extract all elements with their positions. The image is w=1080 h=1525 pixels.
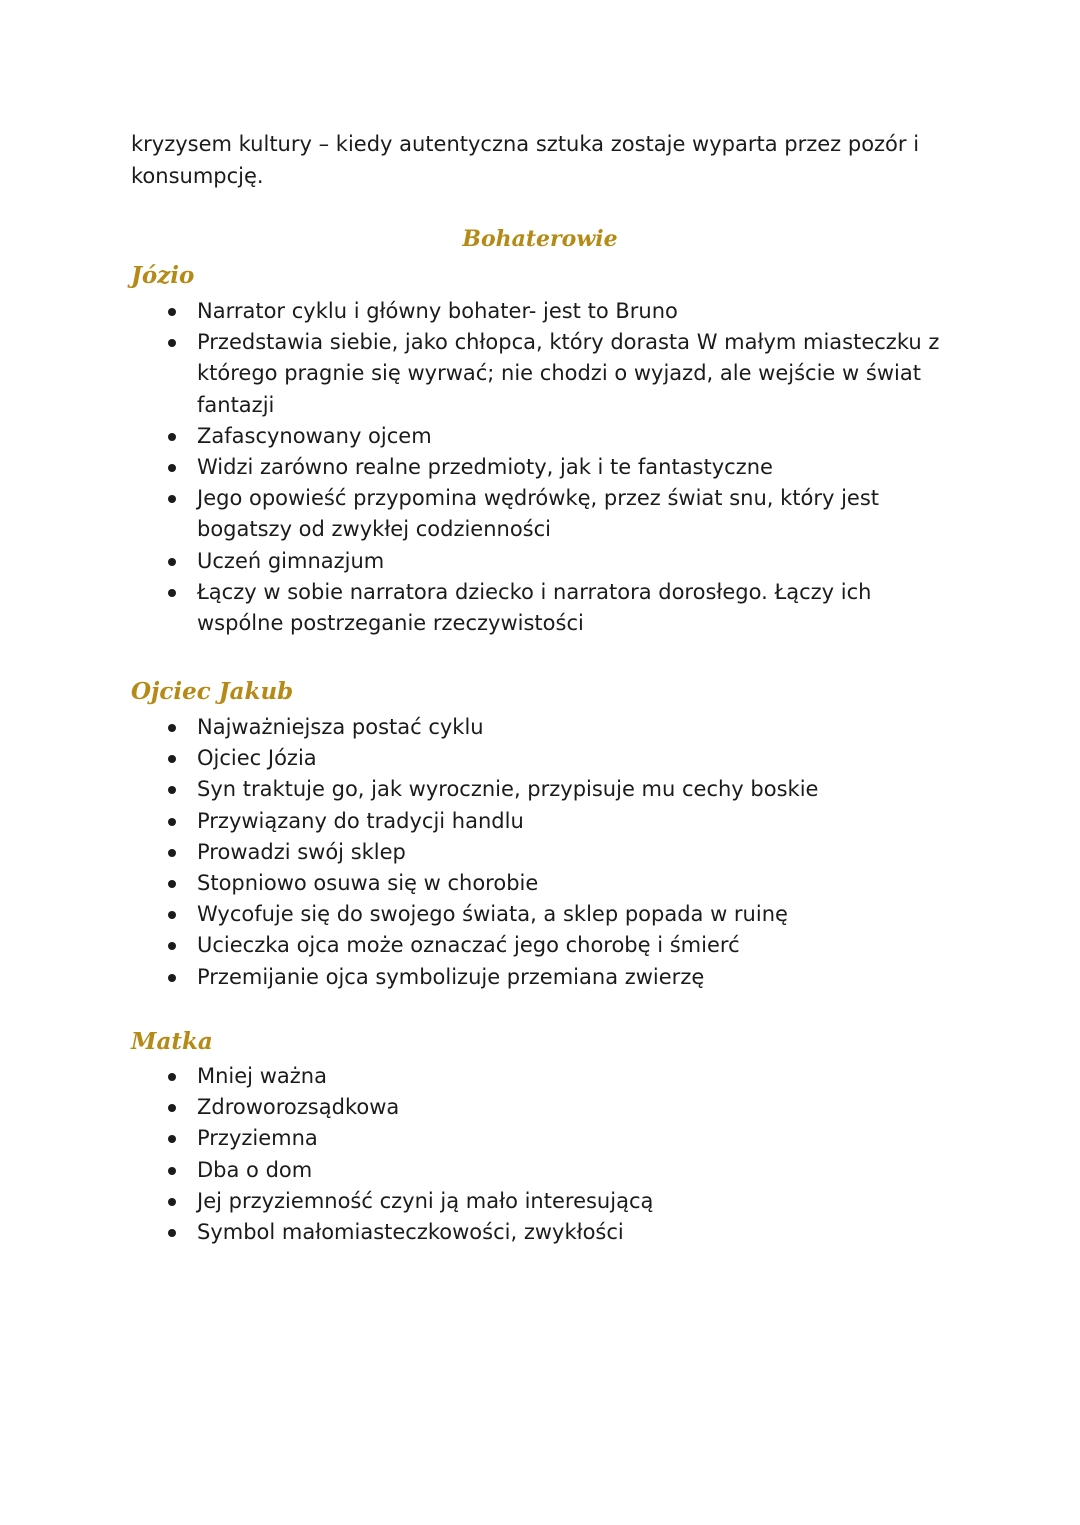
list-item: Przemijanie ojca symbolizuje przemiana zwierzę	[164, 962, 964, 993]
bullet-list-jozio	[164, 296, 964, 639]
list-item: Wycofuje się do swojego świata, a sklep popada w ruinę	[164, 899, 964, 930]
list-item: Widzi zarówno realne przedmioty, jak i te fantastyczne	[164, 452, 964, 483]
list-item: Łączy w sobie narratora dziecko i narratora dorosłego. Łączy ich wspólne postrzeganie rzeczywistości	[164, 577, 964, 639]
list-item: Zafascynowany ojcem	[164, 421, 964, 452]
section-title-matka: Matka	[131, 1028, 213, 1055]
list-item: Uczeń gimnazjum	[164, 546, 964, 577]
list-item: Jego opowieść przypomina wędrówkę, przez świat snu, który jest bogatszy od zwykłej codzienności	[164, 483, 964, 545]
list-item: Prowadzi swój sklep	[164, 837, 964, 868]
list-item: Zdroworozsądkowa	[164, 1092, 964, 1123]
list-item: Stopniowo osuwa się w chorobie	[164, 868, 964, 899]
intro-paragraph: kryzysem kultury – kiedy autentyczna sztuka zostaje wyparta przez pozór i konsumpcję.	[131, 132, 920, 188]
list-item: Przywiązany do tradycji handlu	[164, 806, 964, 837]
main-heading: Bohaterowie	[462, 226, 618, 252]
list-item: Przedstawia siebie, jako chłopca, który dorasta W małym miasteczku z którego pragnie się wyrwać; nie chodzi o wyjazd, ale wejście w świat fantazji	[164, 327, 964, 421]
bullet-list-ojciec-jakub	[164, 712, 964, 993]
bullet-list-matka	[164, 1061, 964, 1248]
list-item: Jej przyziemność czyni ją mało interesującą	[164, 1186, 964, 1217]
list-item: Przyziemna	[164, 1123, 964, 1154]
list-item: Najważniejsza postać cyklu	[164, 712, 964, 743]
list-item: Ojciec Józia	[164, 743, 964, 774]
list-item: Dba o dom	[164, 1155, 964, 1186]
list-item: Symbol małomiasteczkowości, zwykłości	[164, 1217, 964, 1248]
section-title-ojciec-jakub: Ojciec Jakub	[131, 678, 294, 705]
list-item: Syn traktuje go, jak wyrocznie, przypisuje mu cechy boskie	[164, 774, 964, 805]
list-item: Ucieczka ojca może oznaczać jego chorobę i śmierć	[164, 930, 964, 961]
list-item: Mniej ważna	[164, 1061, 964, 1092]
section-title-jozio: Józio	[131, 262, 195, 289]
list-item: Narrator cyklu i główny bohater- jest to Bruno	[164, 296, 964, 327]
